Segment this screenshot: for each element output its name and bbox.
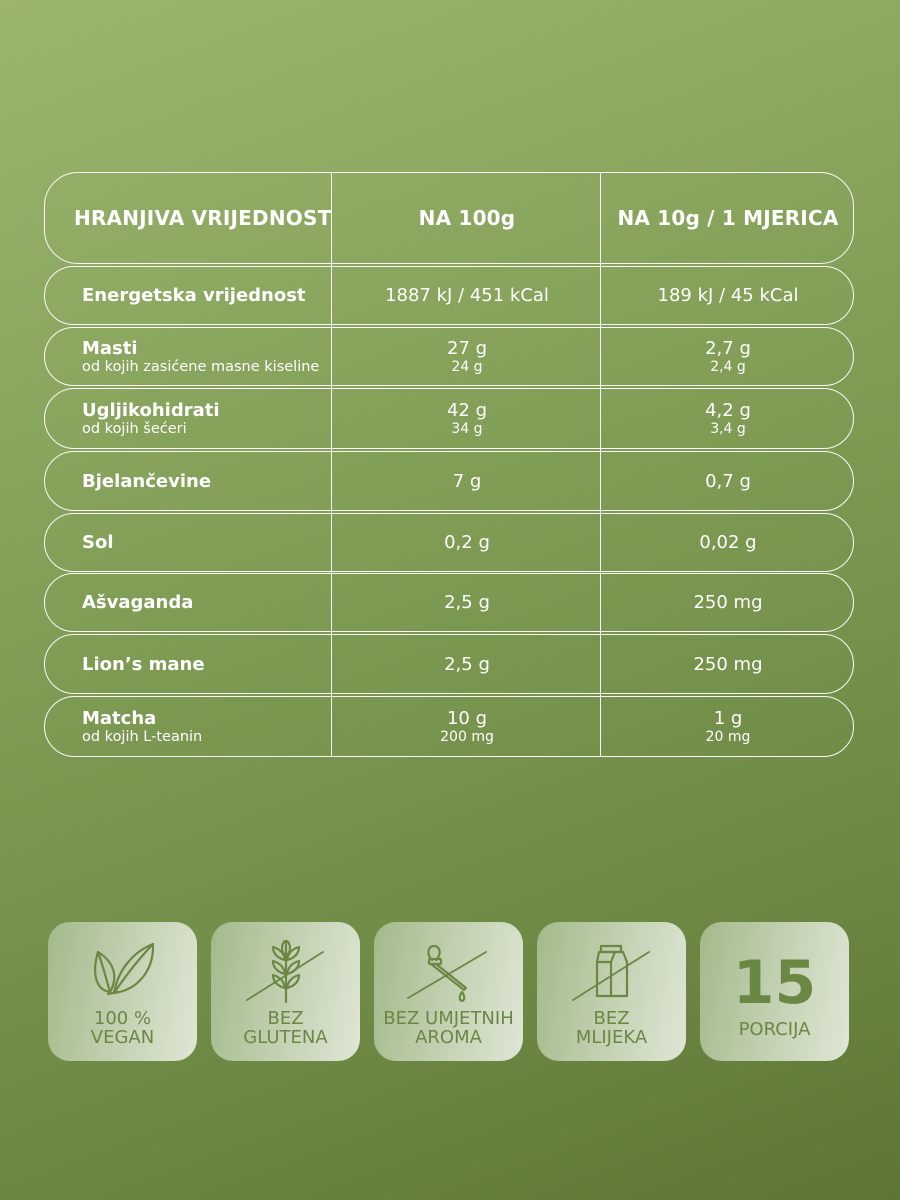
dropper-crossed-icon <box>374 922 523 1012</box>
row-value-serving: 189 kJ / 45 kCal <box>657 285 799 306</box>
badge-line1: BEZ UMJETNIH <box>383 1008 514 1029</box>
badge-gluten-free <box>211 922 360 1061</box>
row-value-serving: 4,2 g <box>705 400 751 421</box>
badge-vegan <box>48 922 197 1061</box>
table-row <box>44 513 854 572</box>
row-sublabel: od kojih zasićene masne kiseline <box>82 358 320 375</box>
header-per-100g: NA 100g <box>418 206 516 230</box>
row-subvalue-serving: 3,4 g <box>710 421 746 437</box>
row-value-serving: 250 mg <box>693 592 763 613</box>
row-label: Lion’s mane <box>82 653 205 675</box>
table-row <box>44 266 854 325</box>
row-subvalue-serving: 2,4 g <box>710 359 746 375</box>
badge-no-artificial-aromas <box>374 922 523 1061</box>
badge-line2: GLUTENA <box>243 1027 328 1048</box>
row-label: Ugljikohidrati <box>82 399 220 421</box>
leaf-icon <box>48 922 197 1012</box>
row-label: Masti <box>82 337 138 359</box>
badge-line1: PORCIJA <box>738 1019 811 1040</box>
row-value-100g: 7 g <box>452 470 482 492</box>
badge-no-milk <box>537 922 686 1061</box>
row-value-100g: 10 g <box>446 708 488 729</box>
column-divider <box>331 172 332 756</box>
header-nutrient: HRANJIVA VRIJEDNOST <box>74 206 332 230</box>
row-value-100g: 2,5 g <box>444 592 490 613</box>
badge-line2: AROMA <box>415 1027 482 1048</box>
row-label: Bjelančevine <box>82 470 212 492</box>
badge-line2: VEGAN <box>90 1027 155 1048</box>
row-label: Energetska vrijednost <box>82 285 306 306</box>
row-sublabel: od kojih L-teanin <box>82 728 203 745</box>
row-subvalue-100g: 24 g <box>451 359 483 375</box>
row-value-serving: 0,02 g <box>699 532 757 553</box>
row-label: Sol <box>82 532 114 553</box>
table-row <box>44 327 854 386</box>
badge-line2: MLIJEKA <box>575 1027 648 1048</box>
row-label: Ašvaganda <box>82 592 194 613</box>
row-value-serving: 1 g <box>713 708 743 729</box>
row-value-100g: 27 g <box>446 338 488 359</box>
row-value-serving: 250 mg <box>693 653 763 675</box>
row-value-serving: 2,7 g <box>705 338 751 359</box>
row-value-100g: 1887 kJ / 451 kCal <box>385 285 549 306</box>
wheat-crossed-icon <box>211 922 360 1012</box>
row-subvalue-serving: 20 mg <box>705 729 751 745</box>
row-value-serving: 0,7 g <box>705 470 751 492</box>
servings-number: 15 <box>732 948 817 1018</box>
badge-servings <box>700 922 849 1061</box>
table-row <box>44 696 854 757</box>
table-row <box>44 573 854 632</box>
column-divider <box>600 172 601 756</box>
row-sublabel: od kojih šećeri <box>82 420 187 437</box>
badge-line1: BEZ <box>267 1008 304 1029</box>
row-label: Matcha <box>82 707 157 729</box>
row-value-100g: 42 g <box>446 400 488 421</box>
row-subvalue-100g: 34 g <box>451 421 483 437</box>
row-value-100g: 0,2 g <box>444 532 490 553</box>
row-subvalue-100g: 200 mg <box>440 729 494 745</box>
row-value-100g: 2,5 g <box>444 653 490 675</box>
table-row <box>44 388 854 449</box>
badge-line1: BEZ <box>593 1008 630 1029</box>
table-row <box>44 451 854 511</box>
table-header-row <box>44 172 854 264</box>
table-row <box>44 634 854 694</box>
badge-line1: 100 % <box>93 1008 152 1029</box>
header-per-serving: NA 10g / 1 MJERICA <box>617 206 839 230</box>
milk-carton-crossed-icon <box>537 922 686 1012</box>
